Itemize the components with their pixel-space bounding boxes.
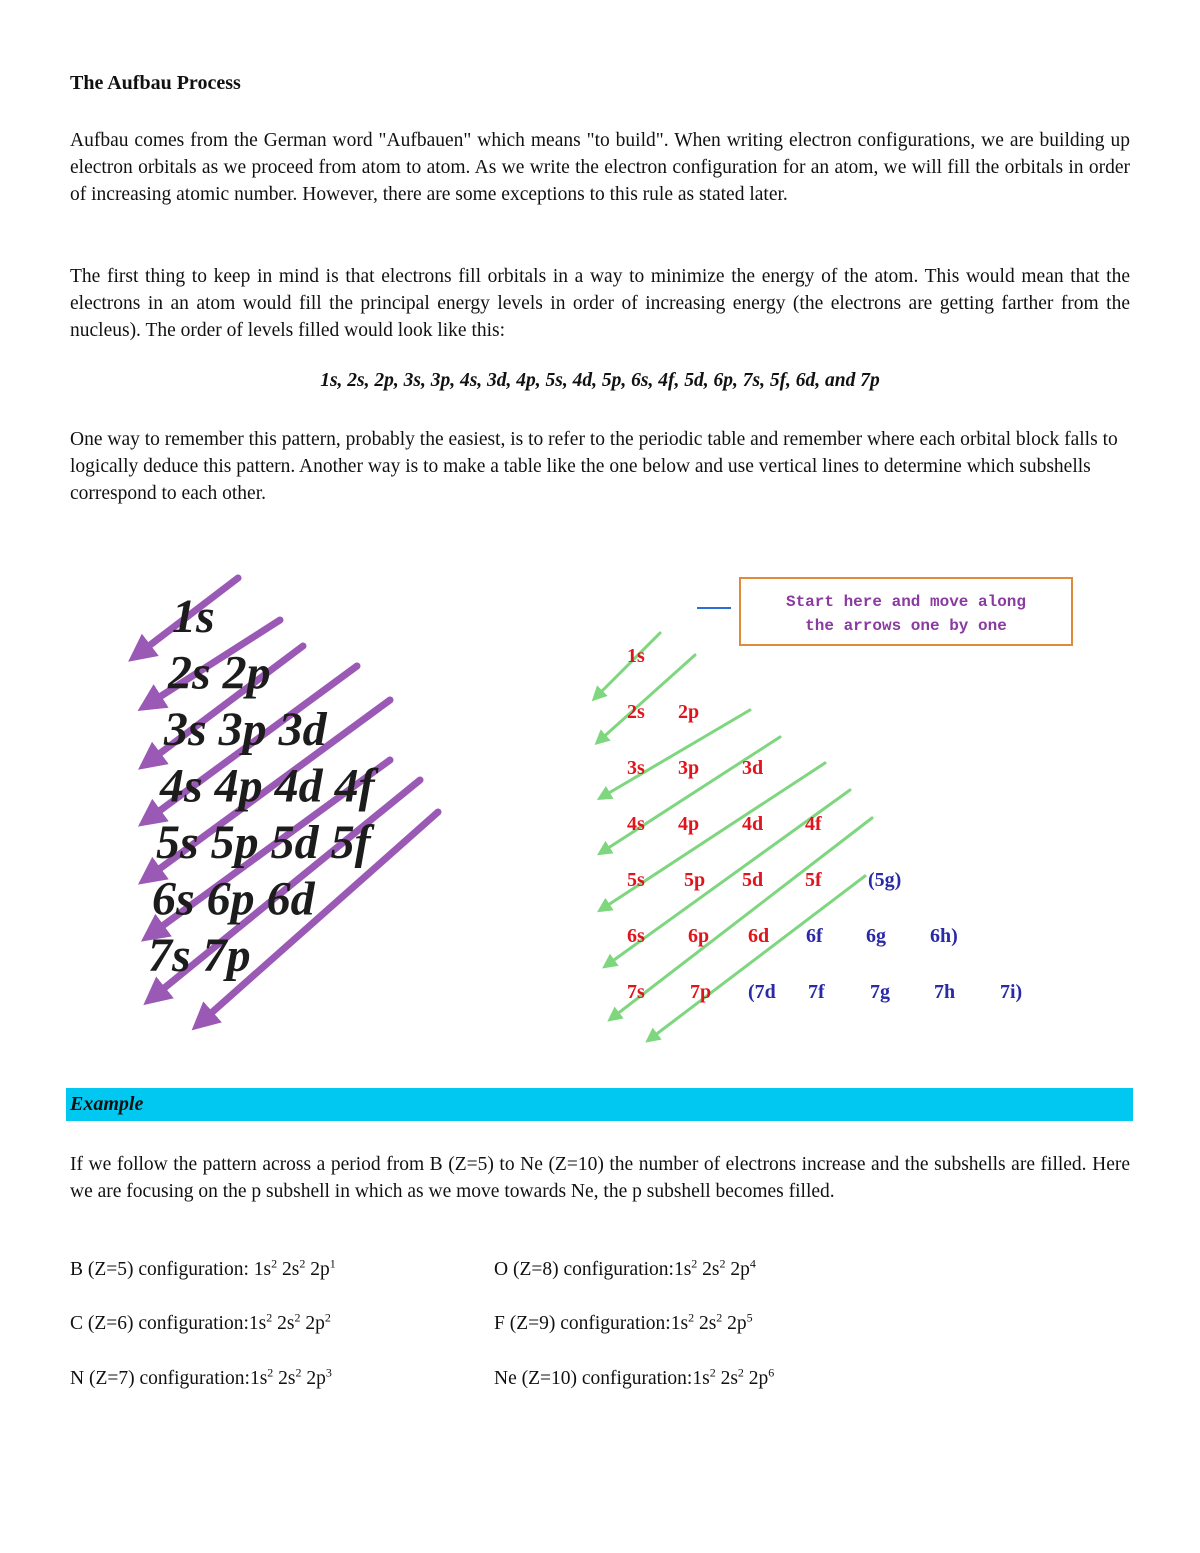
orbital-7h: 7h: [934, 981, 956, 1003]
orbital-7g: 7g: [870, 981, 890, 1003]
orbital-3d: 3d: [742, 757, 764, 779]
example-header-bar: [66, 1088, 1133, 1121]
orbital-7p: 7p: [690, 981, 712, 1003]
left-orbital-rows: [148, 590, 379, 982]
orbital-5g: (5g): [868, 869, 902, 891]
orbital-2p: 2p: [678, 701, 700, 723]
right-arrow-8: [650, 876, 865, 1039]
orbital-4p: 4p: [678, 813, 700, 835]
orbital-6s: 6s: [627, 925, 645, 947]
fill-order-sequence: 1s, 2s, 2p, 3s, 3p, 4s, 3d, 4p, 5s, 4d, 5p, 6s, 4f, 5d, 6p, 7s, 5f, 6d, and 7p: [320, 370, 880, 391]
orbital-7s: 7s: [627, 981, 645, 1003]
method-paragraph: One way to remember this pattern, probably the easiest, is to refer to the periodic table and remember where each orbital block falls to logically deduce this pattern. Another way is to make a table like the one below and use vertical lines to determine which subshells correspond to each other.: [70, 429, 1118, 504]
right-arrow-7: [612, 818, 872, 1018]
orbital-2s: 2s: [627, 701, 645, 723]
orbital-6g: 6g: [866, 925, 886, 947]
orbital-7i: 7i): [1000, 981, 1023, 1003]
right-arrow-3: [602, 710, 750, 797]
orbital-6d: 6d: [748, 925, 770, 947]
left-row-4: 4s 4p 4d 4f: [160, 759, 375, 813]
config-fluorine: F (Z=9) $configuration:1s^2$ $2s^2$ $2p^5$: [494, 1310, 753, 1334]
energy-paragraph: The first thing to keep in mind is that electrons fill orbitals in a way to minimize the energy of the atom. This would mean that the electrons in an atom would fill the principal energy levels in order of increasing energy (the electrons are getting farther from the nucleus). The order of levels filled would look like this:: [70, 266, 1130, 341]
left-row-1: 1s: [172, 590, 215, 643]
config-carbon: C (Z=6) $configuration:1s^2$ $2s^2$ $2p^2$: [70, 1310, 331, 1334]
orbital-5f: 5f: [805, 869, 822, 891]
config-neon: Ne (Z=10) $configuration:1s^2$ $2s^2$ $2p^6$: [494, 1365, 775, 1389]
page-title: The Aufbau Process: [70, 72, 241, 94]
config-nitrogen: N (Z=7) $configuration:1s^2$ $2s^2$ $2p^3$: [70, 1365, 332, 1389]
right-diagonal-arrows: [596, 633, 872, 1039]
orbital-6f: 6f: [806, 925, 823, 947]
config-oxygen: O (Z=8) $configuration:1s^2$ $2s^2$ $2p^4$: [494, 1256, 756, 1280]
right-diagram: [596, 633, 1022, 1039]
left-row-7: 7s 7p: [148, 929, 251, 982]
orbital-6p: 6p: [688, 925, 710, 947]
orbital-4s: 4s: [627, 813, 645, 835]
start-note-box: [739, 577, 1073, 646]
left-row-5: 5s 5p 5d 5f: [156, 816, 371, 869]
orbital-3s: 3s: [627, 757, 645, 779]
left-row-6: 6s 6p 6d: [152, 872, 315, 926]
right-arrow-2: [599, 655, 695, 741]
orbital-4f: 4f: [805, 813, 822, 835]
config-boron: B (Z=5) configuration: $1s^2$ $2s^2$ $2p^1$: [70, 1256, 336, 1280]
orbital-7d: (7d: [748, 981, 776, 1003]
note-pointer-line: [697, 607, 731, 609]
orbital-5d: 5d: [742, 869, 764, 891]
orbital-5p: 5p: [684, 869, 706, 891]
example-heading: Example: [70, 1093, 144, 1115]
note-line-2: the arrows one by one: [805, 617, 1007, 635]
left-row-3: 3s 3p 3d: [164, 703, 327, 756]
right-orbital-grid: [627, 645, 1022, 1003]
example-paragraph: If we follow the pattern across a period from B (Z=5) to Ne (Z=10) the number of electrons increase and the subshells are filled. Here we are focusing on the p subshell in which as we move towards Ne, the p subshell becomes filled.: [70, 1154, 1130, 1202]
note-line-1: Start here and move along: [785, 593, 1027, 611]
orbital-1s: 1s: [627, 645, 645, 667]
orbital-3p: 3p: [678, 757, 700, 779]
left-diagram: [137, 578, 438, 1023]
intro-paragraph: Aufbau comes from the German word "Aufbauen" which means "to build". When writing electron configurations, we are building up electron orbitals as we proceed from atom to atom. As we write the electron configuration for an atom, we will fill the orbitals in order of increasing atomic number. However, there are some exceptions to this rule as stated later.: [70, 130, 1130, 205]
orbital-5s: 5s: [627, 869, 645, 891]
orbital-6h: 6h): [930, 925, 958, 947]
orbital-7f: 7f: [808, 981, 825, 1003]
orbital-4d: 4d: [742, 813, 764, 835]
left-row-2: 2s 2p: [168, 646, 271, 700]
